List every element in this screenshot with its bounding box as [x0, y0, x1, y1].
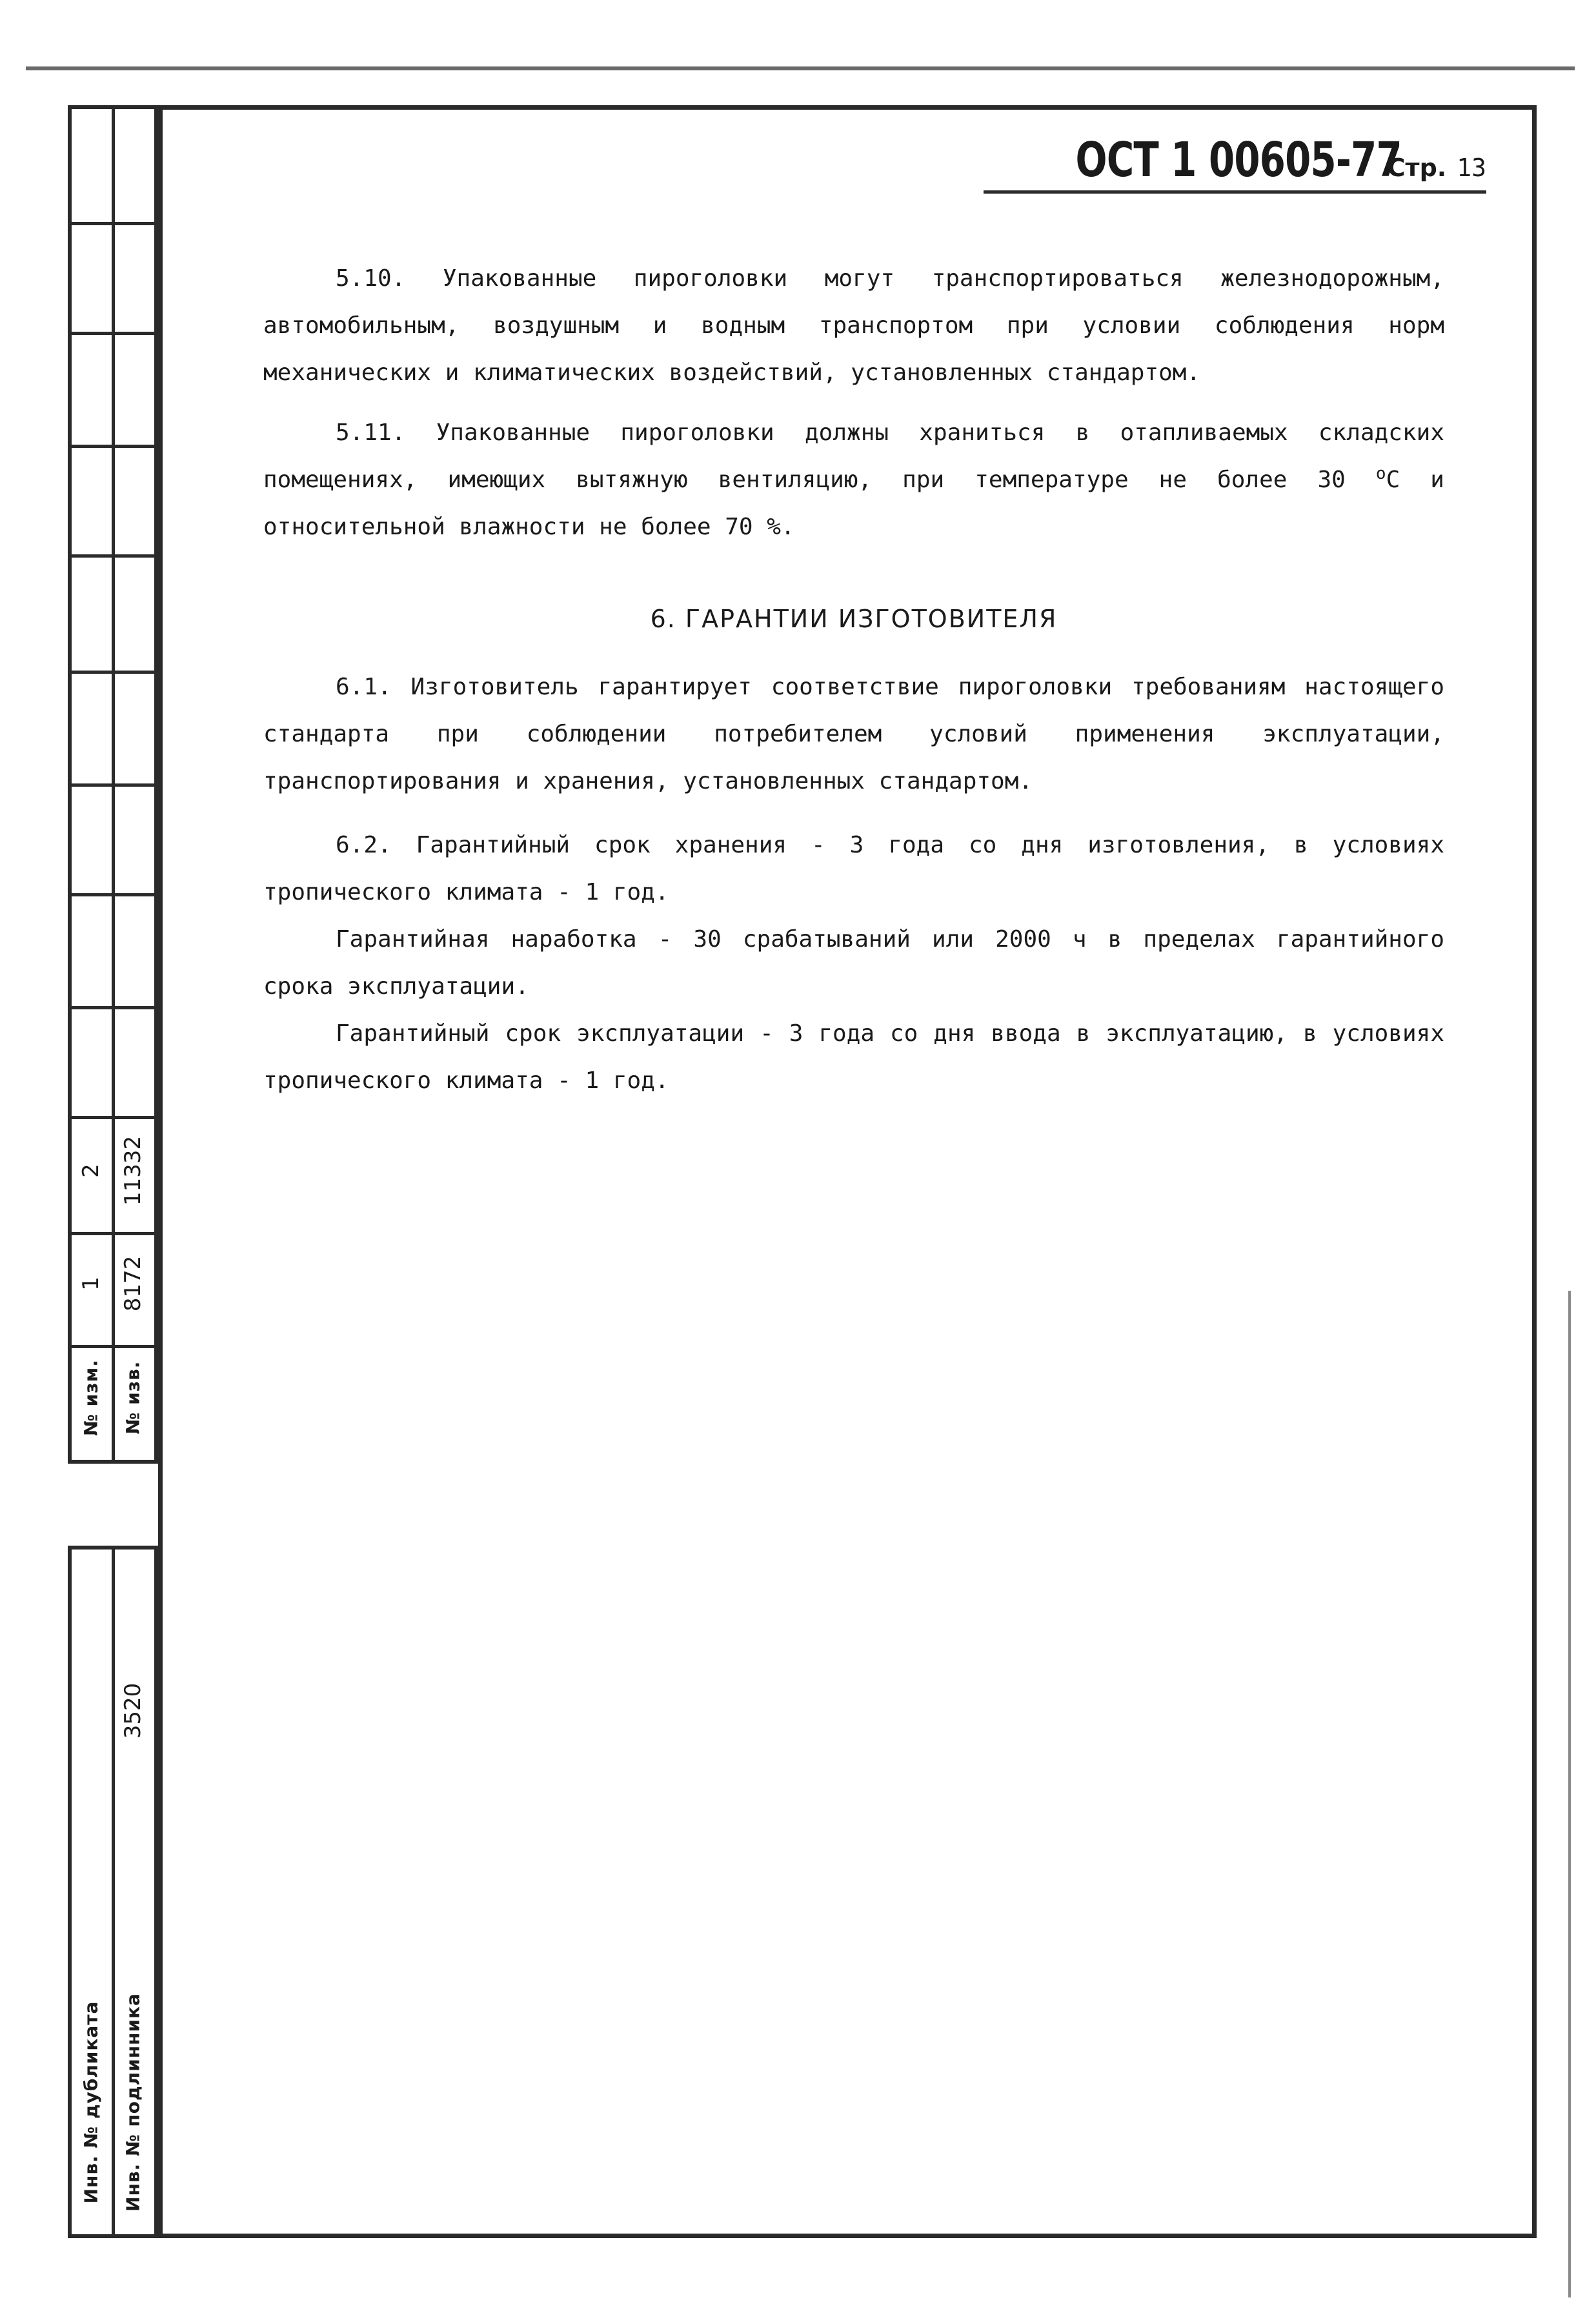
change-number-1: 1 — [78, 1277, 104, 1291]
paragraph-5-11 — [263, 409, 1444, 550]
right-edge-line — [1568, 1291, 1571, 2297]
paragraph-5-11-part-a: 5.11. Упакованные пироголовки должны храниться в отапливаемых складских помещениях, имеющих вытяжную вентиляцию, при температуре не более 30 — [263, 419, 1444, 493]
paragraph-6-2-service-life: Гарантийный срок эксплуатации - 3 года со дня ввода в эксплуатацию, в условиях тропического климата - 1 год. — [263, 1020, 1444, 1094]
notice-no-label: № изв. — [122, 1360, 144, 1435]
section-6-title: 6. ГАРАНТИИ ИЗГОТОВИТЕЛЯ — [650, 605, 1058, 633]
document-code: ОСТ 1 00605-77 — [1075, 132, 1402, 188]
top-border-line — [26, 66, 1575, 70]
duplicate-inventory-label: Инв. № дубликата — [80, 2001, 102, 2204]
page-label: Стр. — [1387, 154, 1447, 182]
paragraph-6-2-operating-time: Гарантийная наработка - 30 срабатываний или 2000 ч в пределах гарантийного срока эксплуатации. — [263, 926, 1444, 1000]
document-header — [984, 132, 1486, 194]
inventory-strip — [68, 1546, 158, 2238]
document-body — [263, 255, 1444, 1104]
paragraph-5-10: 5.10. Упакованные пироголовки могут транспортироваться железнодорожным, автомобильным, воздушным и водным транспортом при условии соблюдения норм механических и климатических воздействий, установленных стандартом. — [263, 265, 1444, 386]
paragraph-6-2: 6.2. Гарантийный срок хранения - 3 года со дня изготовления, в условиях тропического климата - 1 год. — [263, 832, 1444, 905]
change-number-2: 2 — [78, 1164, 104, 1178]
change-registry-strip — [68, 105, 158, 1464]
change-no-label: № изм. — [80, 1359, 102, 1436]
paragraph-6-1: 6.1. Изготовитель гарантирует соответствие пироголовки требованиям настоящего стандарта при соблюдении потребителем условий применения эксплуатации, транспортирования и хранения, установленных стандартом. — [263, 674, 1444, 794]
notice-number-2: 11332 — [120, 1135, 146, 1206]
original-inventory-label: Инв. № подлинника — [122, 1993, 144, 2212]
original-inventory-number: 3520 — [120, 1682, 146, 1739]
page-number: 13 — [1457, 154, 1486, 182]
notice-number-1: 8172 — [120, 1255, 146, 1312]
degree-mark: о — [1375, 464, 1386, 483]
paragraph-5-11-part-b: С и относительной влажности не более 70 %. — [263, 467, 1444, 540]
